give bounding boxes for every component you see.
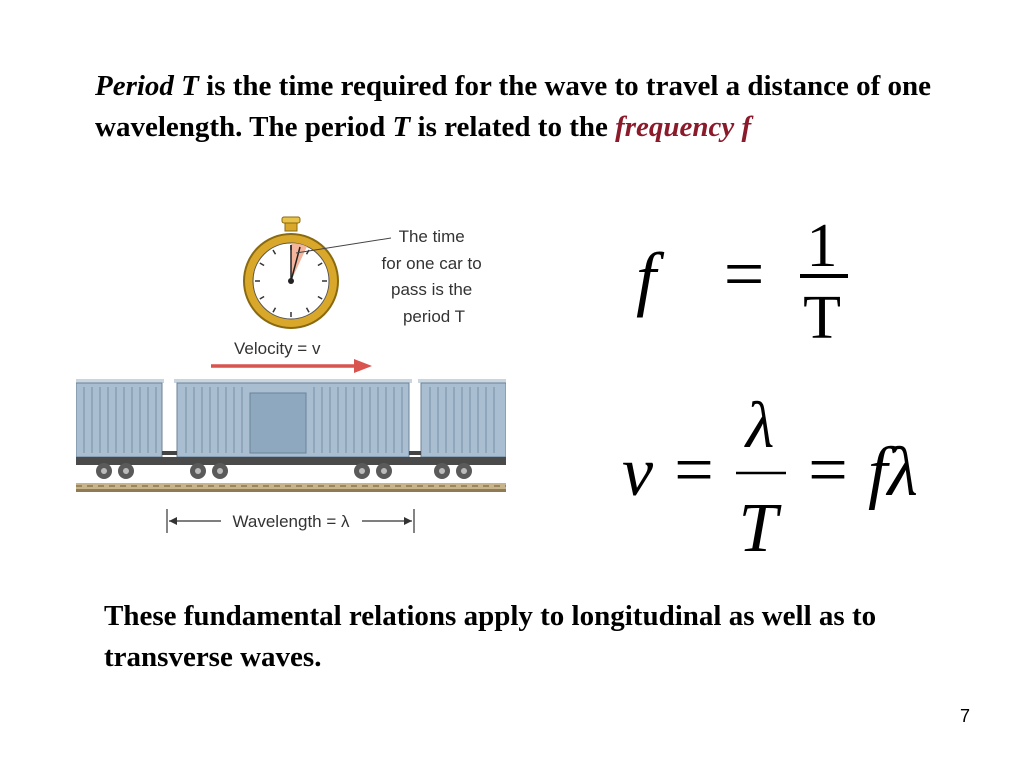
period-term: Period T: [95, 70, 199, 102]
coupler: [162, 451, 177, 455]
eq2-equals: =: [674, 432, 714, 509]
intro-paragraph: [95, 66, 955, 148]
eq2-numerator: λ: [745, 389, 775, 462]
train-car-right: [416, 379, 506, 479]
train-car-middle: [172, 379, 416, 479]
wavelength-label: Wavelength = λ: [232, 512, 350, 531]
eq2-equals-2: =: [808, 432, 848, 509]
intro-text-a: is the time required for the wave to travel a distance of one wavelength. The period: [95, 70, 932, 143]
page-number: 7: [959, 706, 970, 726]
caption-line: The time: [398, 227, 465, 246]
eq1-denominator: T: [803, 284, 841, 350]
caption-line: for one car to: [381, 254, 482, 273]
eq1-equals: =: [723, 234, 765, 314]
conclusion-paragraph: These fundamental relations apply to longitudinal as well as to transverse waves.: [104, 600, 877, 673]
eq1-numerator: 1: [806, 212, 838, 280]
eq2-rhs: fλ: [868, 434, 918, 511]
eq2-denominator: T: [738, 490, 778, 565]
caption-line: pass is the: [391, 280, 473, 299]
caption-line: period T: [402, 307, 466, 326]
velocity-label: Velocity = v: [234, 339, 321, 358]
eq2-lhs: v: [622, 434, 654, 511]
wavelength-dimension: [167, 509, 414, 533]
train-car-left: [76, 379, 172, 479]
train-wave-figure: [76, 215, 506, 545]
velocity-arrow-icon: [211, 359, 372, 373]
rail-track: [76, 483, 506, 492]
period-caption: [382, 227, 487, 326]
coupler: [409, 451, 421, 455]
frequency-term: frequency f: [615, 111, 752, 143]
period-frequency-equation: [610, 200, 870, 350]
period-symbol: T: [392, 111, 411, 143]
wave-speed-equation: [600, 385, 970, 565]
intro-text-b: is related to the: [410, 111, 616, 143]
eq1-lhs: f: [636, 238, 657, 318]
stopwatch-icon: [244, 217, 338, 328]
